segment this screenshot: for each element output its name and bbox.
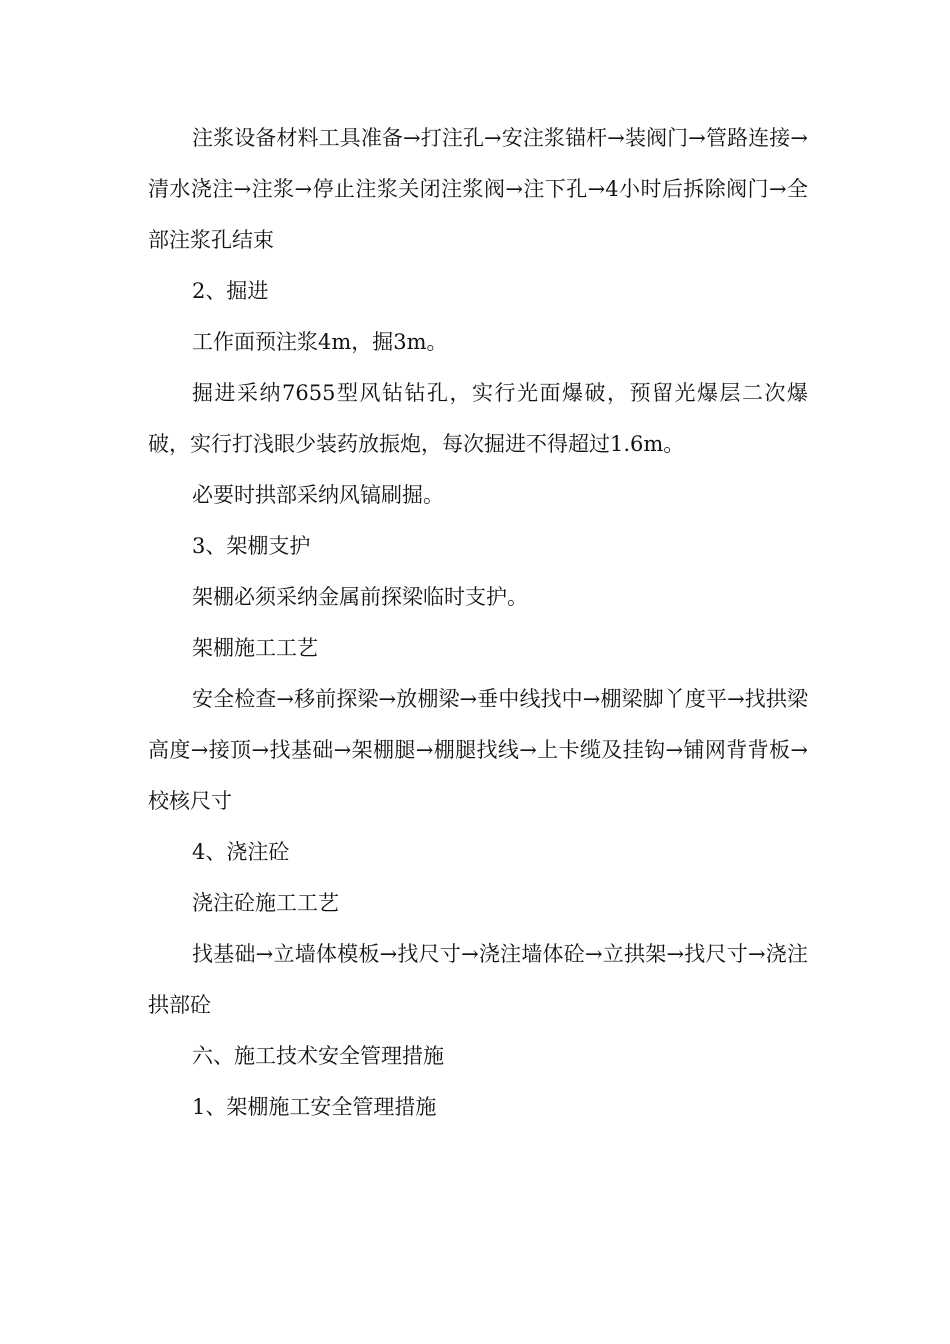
paragraph-drilling-blasting: 掘进采纳7655型风钻钻孔，实行光面爆破，预留光爆层二次爆破，实行打浅眼少装药放振炮，每次掘进不得超过1.6m。 [148,381,808,456]
concrete-process-flow: 找基础→立墙体模板→找尺寸→浇注墙体砼→立拱架→找尺寸→浇注拱部砼 [148,942,808,1017]
subheading-shed-process: 架棚施工工艺 [192,636,318,660]
paragraph-temporary-support: 架棚必须采纳金属前探梁临时支护。 [192,585,528,609]
shed-process-flow: 安全检查→移前探梁→放棚梁→垂中线找中→棚梁脚丫度平→找拱梁高度→接顶→找基础→架棚腿→棚腿找线→上卡缆及挂钩→铺网背背板→校核尺寸 [148,687,808,813]
section-heading-shed-safety: 1、架棚施工安全管理措施 [192,1095,437,1119]
section-heading-excavation: 2、掘进 [192,279,269,303]
document-body [148,113,808,1133]
subheading-concrete-process: 浇注砼施工工艺 [192,891,339,915]
section-heading-shed-support: 3、架棚支护 [192,534,311,558]
paragraph-pregrouting: 工作面预注浆4m，掘3m。 [192,330,448,354]
paragraph-arch-pick: 必要时拱部采纳风镐刷掘。 [192,483,444,507]
chapter-heading-safety-measures: 六、施工技术安全管理措施 [192,1044,444,1068]
grouting-process-flow: 注浆设备材料工具准备→打注孔→安注浆锚杆→装阀门→管路连接→清水浇注→注浆→停止注浆关闭注浆阀→注下孔→4小时后拆除阀门→全部注浆孔结束 [148,126,808,252]
section-heading-concrete-pouring: 4、浇注砼 [192,840,290,864]
